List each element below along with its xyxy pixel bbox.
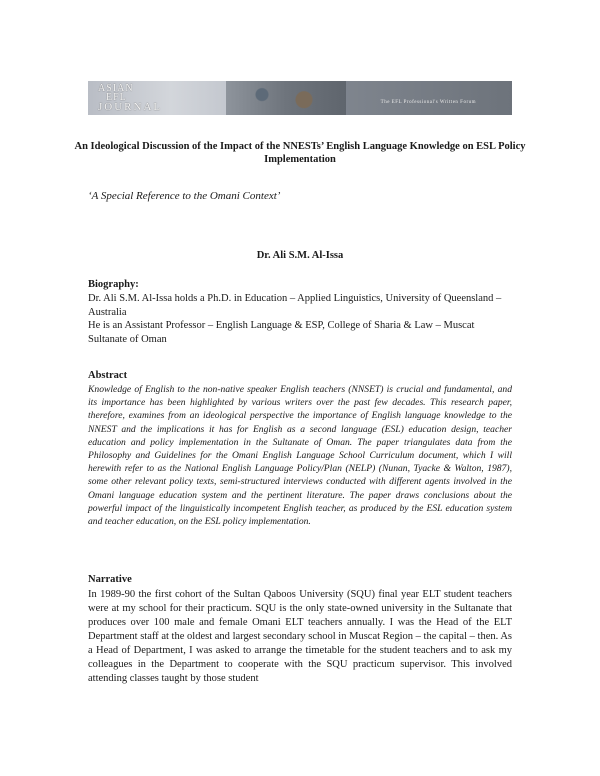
banner-photo	[226, 81, 346, 115]
biography-line-2: He is an Assistant Professor – English Language & ESP, College of Sharia & Law – Muscat Sultanate of Oman	[88, 320, 475, 345]
biography-body	[88, 292, 512, 346]
journal-banner	[88, 81, 512, 115]
journal-logo	[88, 81, 226, 115]
narrative-heading: Narrative	[88, 574, 132, 585]
paper-author: Dr. Ali S.M. Al-Issa	[256, 250, 344, 261]
biography-line-1: Dr. Ali S.M. Al-Issa holds a Ph.D. in Education – Applied Linguistics, University of Queensland – Australia	[88, 293, 502, 318]
paper-title: An Ideological Discussion of the Impact of the NNESTs’ English Language Knowledge on ESL Policy Implementation	[74, 141, 526, 165]
logo-text-efl: EFL	[106, 92, 127, 103]
abstract-text: Knowledge of English to the non-native speaker English teachers (NNSET) is crucial and fundamental, and its importance has been highlighted by various writers over the past few decades. This research paper, therefore, examines from an ideological perspective the importance of English language knowledge to the NNEST and the implications it has for English as a second language (ESL) education design, teacher education and policy implementation in the Sultanate of Oman. The paper triangulates data from the Philosophy and Guidelines for the Omani English Language School Curriculum document, which I will herewith refer to as the National English Language Policy/Plan (NELP) (Nunan, Tyacke & Walton, 1987), some other relevant policy texts, semi-structured interviews conducted with different agents involved in the Omani language education system and the pertinent literature. The paper draws conclusions about the powerful impact of the linguistically incompetent English teacher, as produced by the ESL education system and teacher education, on the ESL policy implementation.	[88, 384, 512, 528]
abstract-heading: Abstract	[88, 370, 128, 381]
narrative-text: In 1989-90 the first cohort of the Sultan Qaboos University (SQU) final year ELT student teachers were at my school for their practicum. SQU is the only state-owned university in the Sultanate that produces over 100 male and female Omani ELT teachers annually. I was the Head of the ELT Department staff at the oldest and largest secondary school in Muscat Region – the capital – then. As a Head of Department, I was asked to arrange the timetable for the student teachers and to ask my colleagues in the Department to cooperate with the SQU practicum supervisor. This involved attending classes taught by those student	[88, 589, 512, 684]
logo-text-journal: JOURNAL	[98, 101, 163, 113]
paper-subtitle: ‘A Special Reference to the Omani Context’	[88, 190, 281, 202]
logo-text-asian: ASIAN	[98, 83, 134, 94]
biography-heading: Biography:	[88, 279, 139, 290]
journal-tagline: The EFL Professional's Written Forum	[380, 100, 476, 105]
